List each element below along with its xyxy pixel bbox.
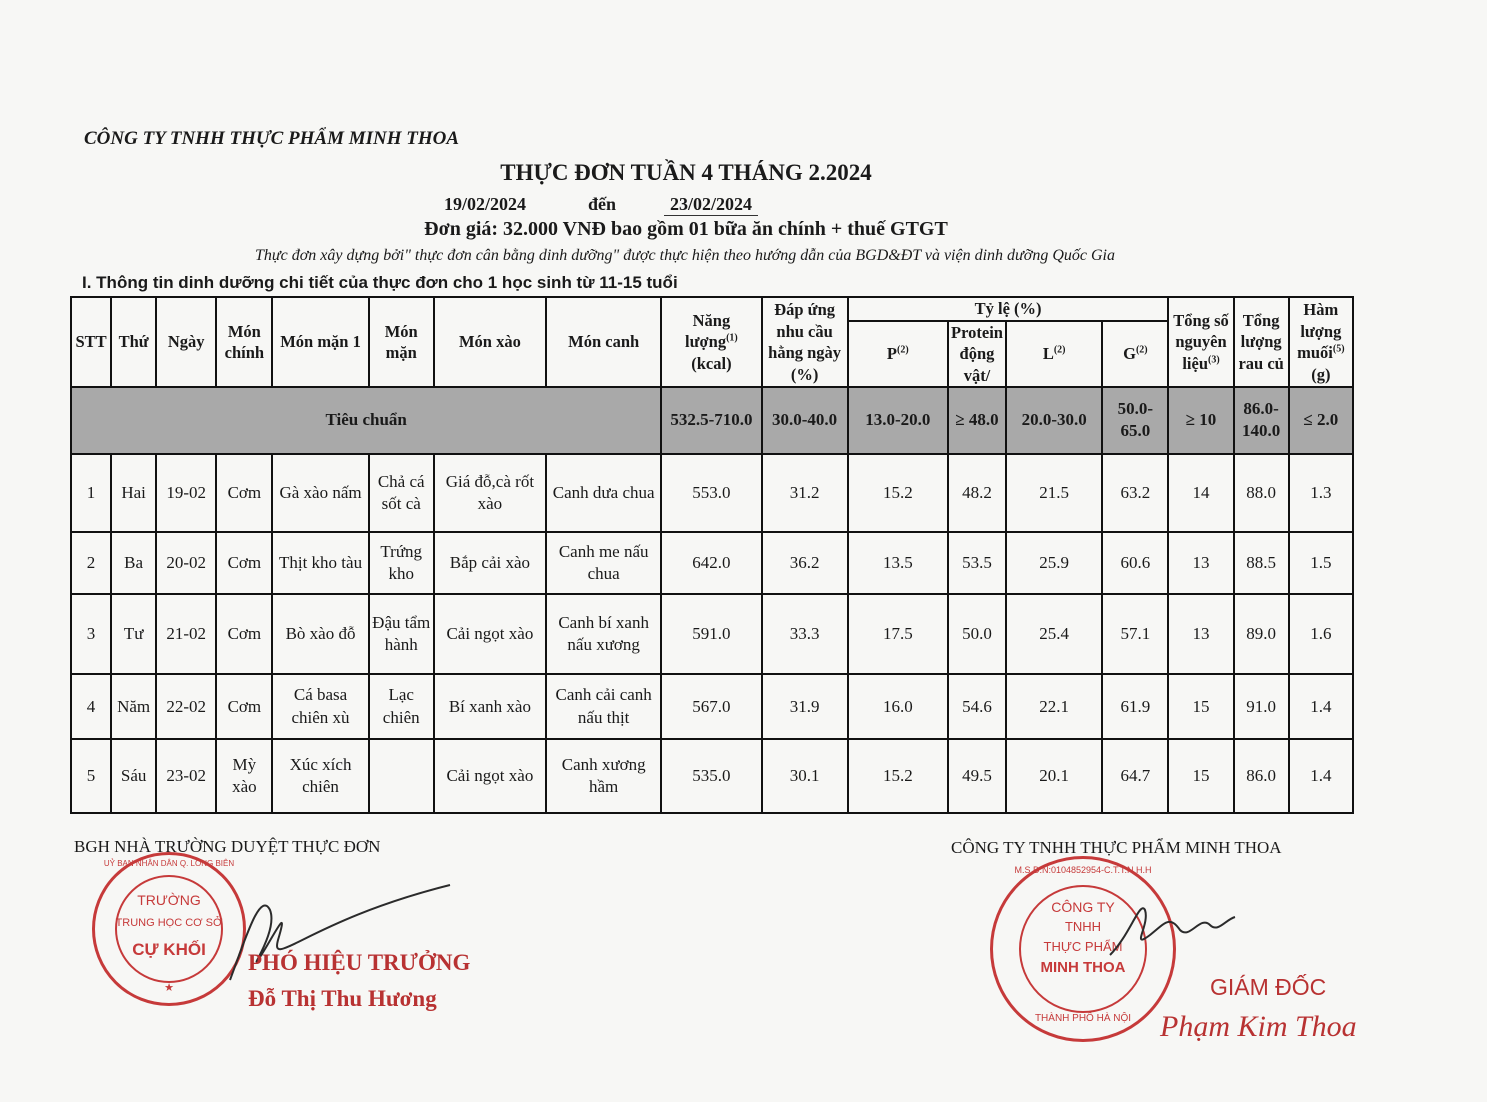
company-stamp-line3: THỰC PHẨM xyxy=(1043,939,1123,954)
cell-mon-chinh: Cơm xyxy=(216,594,272,674)
cell-ngay: 19-02 xyxy=(156,454,216,532)
cell-nang-luong: 591.0 xyxy=(661,594,761,674)
cell-mon-chinh: Cơm xyxy=(216,532,272,594)
school-stamp-line1: TRƯỜNG xyxy=(137,892,201,908)
cell-thu: Năm xyxy=(111,674,156,738)
cell-stt: 1 xyxy=(71,454,111,532)
cell-protein: 49.5 xyxy=(948,739,1006,813)
cell-mon-canh: Canh dưa chua xyxy=(546,454,661,532)
cell-l: 20.1 xyxy=(1006,739,1102,813)
cell-dap-ung: 36.2 xyxy=(762,532,848,594)
cell-tong-nguyen-lieu: 13 xyxy=(1168,594,1233,674)
cell-mon-xao: Giá đỗ,cà rốt xào xyxy=(434,454,546,532)
cell-mon-man1: Thịt kho tàu xyxy=(272,532,368,594)
standard-l: 20.0-30.0 xyxy=(1006,387,1102,453)
cell-mon-man1: Cá basa chiên xù xyxy=(272,674,368,738)
cell-mon-man1: Bò xào đỗ xyxy=(272,594,368,674)
cell-muoi: 1.6 xyxy=(1289,594,1353,674)
right-signature-heading: CÔNG TY TNHH THỰC PHẨM MINH THOA xyxy=(951,838,1282,857)
cell-tong-nguyen-lieu: 15 xyxy=(1168,739,1233,813)
header-l: $L^{(2)}$ xyxy=(1006,321,1102,387)
cell-p: 17.5 xyxy=(848,594,948,674)
cell-mon-canh: Canh me nấu chua xyxy=(546,532,661,594)
price-line: Đơn giá: 32.000 VNĐ bao gồm 01 bữa ăn chính + thuế GTGT xyxy=(424,218,948,240)
date-to: 23/02/2024 xyxy=(664,194,758,216)
cell-mon-man2: Chả cá sốt cà xyxy=(369,454,434,532)
header-p: $P^{(2)}$ xyxy=(848,321,948,387)
cell-p: 16.0 xyxy=(848,674,948,738)
cell-mon-chinh: Mỳ xào xyxy=(216,739,272,813)
cell-l: 21.5 xyxy=(1006,454,1102,532)
cell-stt: 2 xyxy=(71,532,111,594)
cell-dap-ung: 31.9 xyxy=(762,674,848,738)
cell-mon-canh: Canh xương hầm xyxy=(546,739,661,813)
standard-p: 13.0-20.0 xyxy=(848,387,948,453)
standard-tong-nguyen-lieu: ≥ 10 xyxy=(1168,387,1233,453)
cell-stt: 4 xyxy=(71,674,111,738)
cell-g: 57.1 xyxy=(1102,594,1168,674)
cell-mon-man2: Lạc chiên xyxy=(369,674,434,738)
cell-stt: 3 xyxy=(71,594,111,674)
cell-dap-ung: 30.1 xyxy=(762,739,848,813)
cell-l: 25.9 xyxy=(1006,532,1102,594)
cell-tong-rau: 91.0 xyxy=(1234,674,1289,738)
company-stamp-bottom-text: THÀNH PHỐ HÀ NỘI xyxy=(1034,1013,1132,1024)
cell-thu: Sáu xyxy=(111,739,156,813)
cell-protein: 53.5 xyxy=(948,532,1006,594)
header-g: $G^{(2)}$ xyxy=(1102,321,1168,387)
left-signature-role: PHÓ HIỆU TRƯỞNG xyxy=(248,950,471,975)
header-thu: Thứ xyxy=(111,297,156,387)
page-title: THỰC ĐƠN TUẦN 4 THÁNG 2.2024 xyxy=(500,160,872,185)
cell-tong-nguyen-lieu: 13 xyxy=(1168,532,1233,594)
cell-protein: 48.2 xyxy=(948,454,1006,532)
cell-mon-man2: Trứng kho xyxy=(369,532,434,594)
cell-tong-rau: 88.0 xyxy=(1234,454,1289,532)
cell-p: 15.2 xyxy=(848,739,948,813)
header-dap-ung: Đáp ứng nhu cầu hằng ngày (%) xyxy=(762,297,848,387)
right-signature-name: Phạm Kim Thoa xyxy=(1160,1010,1357,1043)
table-row xyxy=(71,739,1353,813)
date-to-word: đến xyxy=(588,194,617,214)
company-stamp-line1: CÔNG TY xyxy=(1051,899,1115,915)
company-name: CÔNG TY TNHH THỰC PHẨM MINH THOA xyxy=(84,128,460,149)
cell-stt: 5 xyxy=(71,739,111,813)
table-row xyxy=(71,532,1353,594)
school-stamp-line2: TRUNG HỌC CƠ SỞ xyxy=(115,917,223,929)
cell-thu: Ba xyxy=(111,532,156,594)
cell-mon-man1: Xúc xích chiên xyxy=(272,739,368,813)
header-mon-man2: Món mặn xyxy=(369,297,434,387)
cell-nang-luong: 642.0 xyxy=(661,532,761,594)
cell-mon-canh: Canh cải canh nấu thịt xyxy=(546,674,661,738)
cell-mon-canh: Canh bí xanh nấu xương xyxy=(546,594,661,674)
cell-thu: Hai xyxy=(111,454,156,532)
nutrition-table xyxy=(70,296,1354,814)
header-stt: STT xyxy=(71,297,111,387)
standard-dap-ung: 30.0-40.0 xyxy=(762,387,848,453)
header-mon-chinh: Món chính xyxy=(216,297,272,387)
cell-muoi: 1.3 xyxy=(1289,454,1353,532)
cell-tong-rau: 89.0 xyxy=(1234,594,1289,674)
cell-g: 63.2 xyxy=(1102,454,1168,532)
table-row xyxy=(71,454,1353,532)
right-signature-role: GIÁM ĐỐC xyxy=(1210,974,1327,1000)
cell-ngay: 20-02 xyxy=(156,532,216,594)
header-tong-nguyen-lieu: Tổng số nguyên liệu$^{(3)}$ xyxy=(1168,297,1233,387)
standard-tong-rau: 86.0-140.0 xyxy=(1234,387,1289,453)
cell-nang-luong: 567.0 xyxy=(661,674,761,738)
cell-mon-xao: Bắp cải xào xyxy=(434,532,546,594)
company-stamp-line2: TNHH xyxy=(1064,919,1102,934)
cell-ngay: 22-02 xyxy=(156,674,216,738)
cell-mon-man2 xyxy=(369,739,434,813)
left-signature-heading: BGH NHÀ TRƯỜNG DUYỆT THỰC ĐƠN xyxy=(74,837,381,856)
header-mon-canh: Món canh xyxy=(546,297,661,387)
header-ty-le: Tỷ lệ (%) xyxy=(848,297,1169,321)
cell-mon-chinh: Cơm xyxy=(216,454,272,532)
cell-g: 64.7 xyxy=(1102,739,1168,813)
header-ngay: Ngày xyxy=(156,297,216,387)
header-mon-man1: Món mặn 1 xyxy=(272,297,368,387)
cell-mon-xao: Cải ngọt xào xyxy=(434,594,546,674)
standard-row xyxy=(71,387,1353,453)
table-row xyxy=(71,674,1353,738)
cell-tong-rau: 88.5 xyxy=(1234,532,1289,594)
company-stamp-top-text: M.S.D.N:0104852954-C.T.T.N.H.H xyxy=(1014,865,1152,875)
cell-thu: Tư xyxy=(111,594,156,674)
standard-muoi: ≤ 2.0 xyxy=(1289,387,1353,453)
standard-protein: ≥ 48.0 xyxy=(948,387,1006,453)
cell-g: 60.6 xyxy=(1102,532,1168,594)
cell-mon-chinh: Cơm xyxy=(216,674,272,738)
header-ham-luong-muoi: Hàm lượng muối$^{(5)}$ (g) xyxy=(1289,297,1353,387)
cell-tong-rau: 86.0 xyxy=(1234,739,1289,813)
cell-protein: 50.0 xyxy=(948,594,1006,674)
header-tong-rau: Tổng lượng rau củ xyxy=(1234,297,1289,387)
cell-dap-ung: 33.3 xyxy=(762,594,848,674)
cell-nang-luong: 535.0 xyxy=(661,739,761,813)
header-protein: Protein động vật/ xyxy=(948,321,1006,387)
cell-dap-ung: 31.2 xyxy=(762,454,848,532)
cell-l: 22.1 xyxy=(1006,674,1102,738)
header-nang-luong: Năng lượng$^{(1)}$ (kcal) xyxy=(661,297,761,387)
date-from: 19/02/2024 xyxy=(444,194,527,214)
cell-mon-man1: Gà xào nấm xyxy=(272,454,368,532)
cell-protein: 54.6 xyxy=(948,674,1006,738)
cell-muoi: 1.4 xyxy=(1289,739,1353,813)
cell-mon-xao: Bí xanh xào xyxy=(434,674,546,738)
company-stamp-line4: MINH THOA xyxy=(1040,959,1126,976)
school-stamp-outer-text: UỶ BAN NHÂN DÂN Q. LONG BIÊN xyxy=(103,859,235,868)
cell-l: 25.4 xyxy=(1006,594,1102,674)
cell-nang-luong: 553.0 xyxy=(661,454,761,532)
left-signature-name: Đỗ Thị Thu Hương xyxy=(248,986,437,1011)
cell-muoi: 1.4 xyxy=(1289,674,1353,738)
cell-p: 13.5 xyxy=(848,532,948,594)
right-signature-scribble xyxy=(1100,895,1240,965)
standard-label: Tiêu chuẩn xyxy=(71,387,661,453)
star-icon: ★ xyxy=(164,982,174,994)
school-stamp-line3: CỰ KHỐI xyxy=(132,940,206,959)
cell-tong-nguyen-lieu: 14 xyxy=(1168,454,1233,532)
cell-muoi: 1.5 xyxy=(1289,532,1353,594)
section-heading: I. Thông tin dinh dưỡng chi tiết của thực đơn cho 1 học sinh từ 11-15 tuổi xyxy=(82,273,678,292)
cell-g: 61.9 xyxy=(1102,674,1168,738)
cell-p: 15.2 xyxy=(848,454,948,532)
standard-nang-luong: 532.5-710.0 xyxy=(661,387,761,453)
cell-ngay: 23-02 xyxy=(156,739,216,813)
cell-mon-xao: Cải ngọt xào xyxy=(434,739,546,813)
standard-g: 50.0-65.0 xyxy=(1102,387,1168,453)
cell-ngay: 21-02 xyxy=(156,594,216,674)
cell-mon-man2: Đậu tẩm hành xyxy=(369,594,434,674)
cell-tong-nguyen-lieu: 15 xyxy=(1168,674,1233,738)
subtitle: Thực đơn xây dựng bởi" thực đơn cân bằng dinh dưỡng" được thực hiện theo hướng dẫn của BGD&ĐT và viện dinh dưỡng Quốc Gia xyxy=(255,247,1115,264)
header-mon-xao: Món xào xyxy=(434,297,546,387)
table-row xyxy=(71,594,1353,674)
